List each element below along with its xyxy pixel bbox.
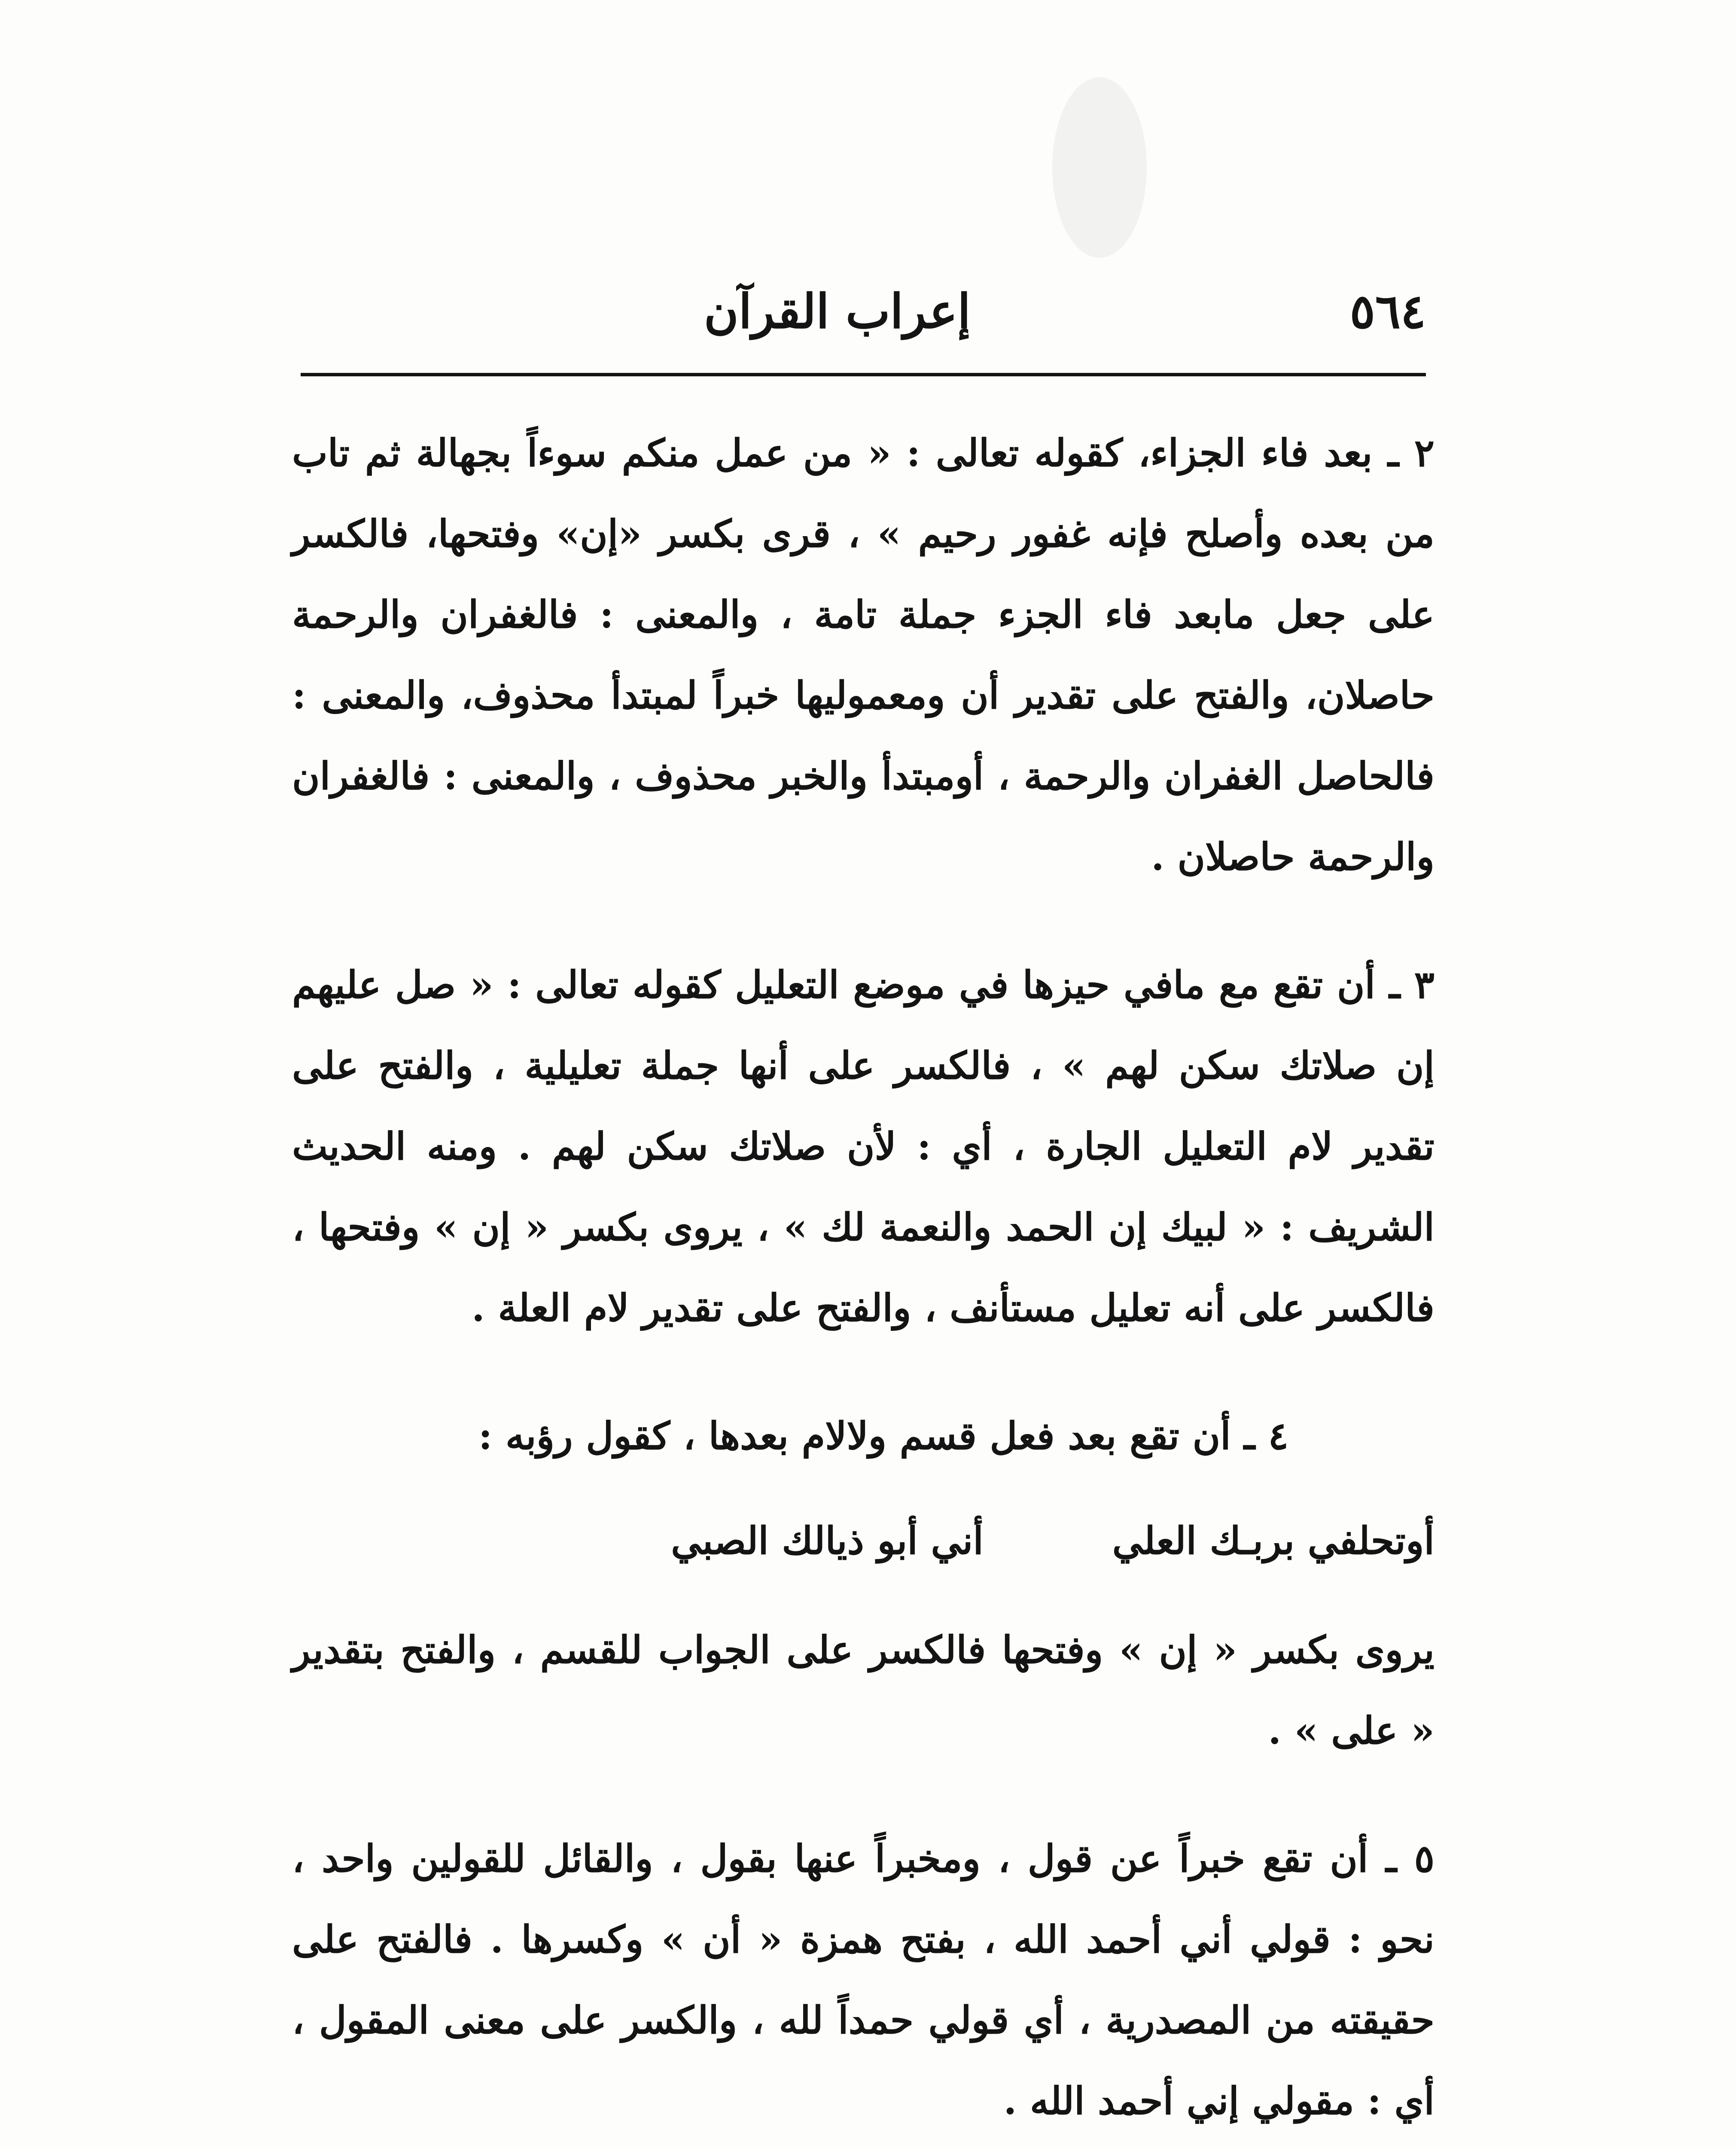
paragraph-5: ٥ ـ أن تقع خبراً عن قول ، ومخبراً عنها بقول ، والقائل للقولين واحد ، نحو : قولي أني أحمد الله ، بفتح همزة « أن » وكسرها . فالفتح على حقيقته من المصدرية ، أي قولي حمداً لله ، والكسر على معنى المقول ، أي : مقولي إني أحمد الله . bbox=[292, 1836, 1434, 2123]
verse-second-hemistich: أني أبو ذيالك الصبي bbox=[671, 1518, 984, 1563]
paragraph-gap bbox=[292, 1476, 1434, 1493]
scan-speckle bbox=[1052, 77, 1147, 258]
running-header bbox=[301, 275, 1426, 348]
paragraph-gap bbox=[292, 897, 1434, 944]
header-rule bbox=[301, 373, 1426, 376]
paragraph-gap bbox=[292, 1771, 1434, 1818]
paragraph-2: ٢ ـ بعد فاء الجزاء، كقوله تعالى : « من عمل منكم سوءاً بجهالة ثم تاب من بعده وأصلح فإنه غفور رحيم » ، قرى بكسر «إن» وفتحها، فالكسر على جعل مابعد فاء الجزء جملة تامة ، والمعنى : فالغفران والرحمة حاصلان، والفتح على تقدير أن ومعموليها خبراً لمبتدأ محذوف، والمعنى : فالحاصل الغفران والرحمة ، أومبتدأ والخبر محذوف ، والمعنى : فالغفران والرحمة حاصلان . bbox=[292, 430, 1434, 879]
paragraph-4-after: يروى بكسر « إن » وفتحها فالكسر على الجواب للقسم ، والفتح بتقدير « على » . bbox=[292, 1627, 1434, 1753]
verse-first-hemistich: أوتحلفي بربـك العلي bbox=[1112, 1518, 1434, 1563]
paragraph-gap bbox=[292, 1348, 1434, 1395]
paragraph-3: ٣ ـ أن تقع مع مافي حيزها في موضع التعليل كقوله تعالى : « صل عليهم إن صلاتك سكن لهم » ، فالكسر على أنها جملة تعليلية ، والفتح على تقدير لام التعليل الجارة ، أي : لأن صلاتك سكن لهم . ومنه الحديث الشريف : « لبيك إن الحمد والنعمة لك » ، يروى بكسر « إن » وفتحها ، فالكسر على أنه تعليل مستأنف ، والفتح على تقدير لام العلة . bbox=[292, 962, 1434, 1330]
paragraph-4-intro: ٤ ـ أن تقع بعد فعل قسم ولالام بعدها ، كقول رؤبه : bbox=[478, 1413, 1288, 1458]
page-number: ٥٦٤ bbox=[1349, 284, 1426, 339]
poetry-verse bbox=[292, 1493, 1434, 1588]
running-title: إعراب القرآن bbox=[704, 284, 971, 339]
body-text bbox=[292, 412, 1434, 2141]
paragraph-gap bbox=[292, 1588, 1434, 1609]
